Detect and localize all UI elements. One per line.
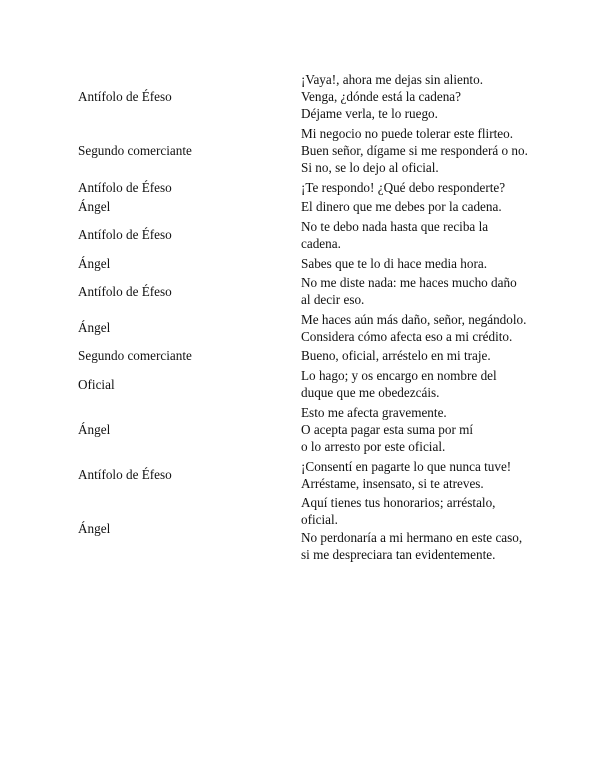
dialogue-line: Sabes que te lo di hace media hora.	[301, 255, 488, 271]
speaker-name: Segundo comerciante	[78, 348, 192, 364]
dialogue-line: ¡Te respondo! ¿Qué debo responderte?	[301, 179, 506, 195]
dialogue-lines	[301, 494, 528, 563]
dialogue-lines	[301, 274, 528, 308]
dialogue-row	[78, 458, 528, 492]
speaker-name: Antífolo de Éfeso	[78, 89, 172, 105]
dialogue-lines	[301, 179, 528, 196]
dialogue-line: o lo arresto por este oficial.	[301, 439, 446, 455]
dialogue-line: Bueno, oficial, arréstelo en mi traje.	[301, 348, 491, 364]
dialogue-line: si me despreciara tan evidentemente.	[301, 546, 496, 562]
dialogue-lines	[301, 255, 528, 272]
dialogue-line: Me haces aún más daño, señor, negándolo.	[301, 311, 527, 327]
dialogue-table	[78, 71, 528, 565]
speaker-name: Antífolo de Éfeso	[78, 179, 172, 195]
dialogue-row	[78, 347, 528, 364]
speaker-name: Oficial	[78, 376, 115, 392]
dialogue-line: O acepta pagar esta suma por mí	[301, 421, 474, 437]
dialogue-line: Lo hago; y os encargo en nombre del duque que me obedezcáis.	[301, 367, 497, 401]
dialogue-row	[78, 218, 528, 252]
dialogue-line: Venga, ¿dónde está la cadena?	[301, 89, 461, 105]
speaker-name: Ángel	[78, 421, 111, 437]
dialogue-row	[78, 71, 528, 123]
dialogue-line: ¡Consentí en pagarte lo que nunca tuve!	[301, 458, 512, 474]
dialogue-line: No te debo nada hasta que reciba la cadena.	[301, 218, 489, 252]
dialogue-row	[78, 404, 528, 456]
dialogue-line: Si no, se lo dejo al oficial.	[301, 160, 439, 176]
dialogue-row	[78, 125, 528, 177]
dialogue-row	[78, 198, 528, 215]
dialogue-row	[78, 311, 528, 345]
dialogue-row	[78, 179, 528, 196]
dialogue-lines	[301, 347, 528, 364]
dialogue-row	[78, 367, 528, 401]
dialogue-lines	[301, 458, 528, 492]
dialogue-lines	[301, 367, 528, 401]
dialogue-lines	[301, 404, 528, 456]
dialogue-row	[78, 274, 528, 308]
dialogue-row	[78, 255, 528, 272]
dialogue-line: El dinero que me debes por la cadena.	[301, 199, 502, 215]
dialogue-lines	[301, 125, 528, 177]
speaker-name: Ángel	[78, 521, 111, 537]
dialogue-line: Mi negocio no puede tolerar este flirteo.	[301, 125, 514, 141]
dialogue-line: No me diste nada: me haces mucho daño al decir eso.	[301, 275, 517, 308]
dialogue-line: Déjame verla, te lo ruego.	[301, 106, 438, 122]
speaker-name: Antífolo de Éfeso	[78, 283, 172, 299]
dialogue-line: Arréstame, insensato, si te atreves.	[301, 475, 484, 491]
speaker-name: Ángel	[78, 320, 111, 336]
dialogue-line: Buen señor, dígame si me responderá o no.	[301, 143, 528, 159]
speaker-name: Ángel	[78, 255, 111, 271]
dialogue-lines	[301, 71, 528, 123]
speaker-name: Segundo comerciante	[78, 143, 192, 159]
speaker-name: Antífolo de Éfeso	[78, 467, 172, 483]
dialogue-lines	[301, 311, 528, 345]
dialogue-line: Aquí tienes tus honorarios; arréstalo, oficial.	[301, 495, 496, 528]
dialogue-lines	[301, 198, 528, 215]
dialogue-row	[78, 494, 528, 563]
dialogue-line: Considera cómo afecta eso a mi crédito.	[301, 328, 513, 344]
speaker-name: Antífolo de Éfeso	[78, 227, 172, 243]
speaker-name: Ángel	[78, 199, 111, 215]
dialogue-line: ¡Vaya!, ahora me dejas sin aliento.	[301, 72, 483, 87]
dialogue-line: Esto me afecta gravemente.	[301, 404, 447, 420]
dialogue-line: No perdonaría a mi hermano en este caso,	[301, 529, 523, 545]
dialogue-lines	[301, 218, 528, 252]
